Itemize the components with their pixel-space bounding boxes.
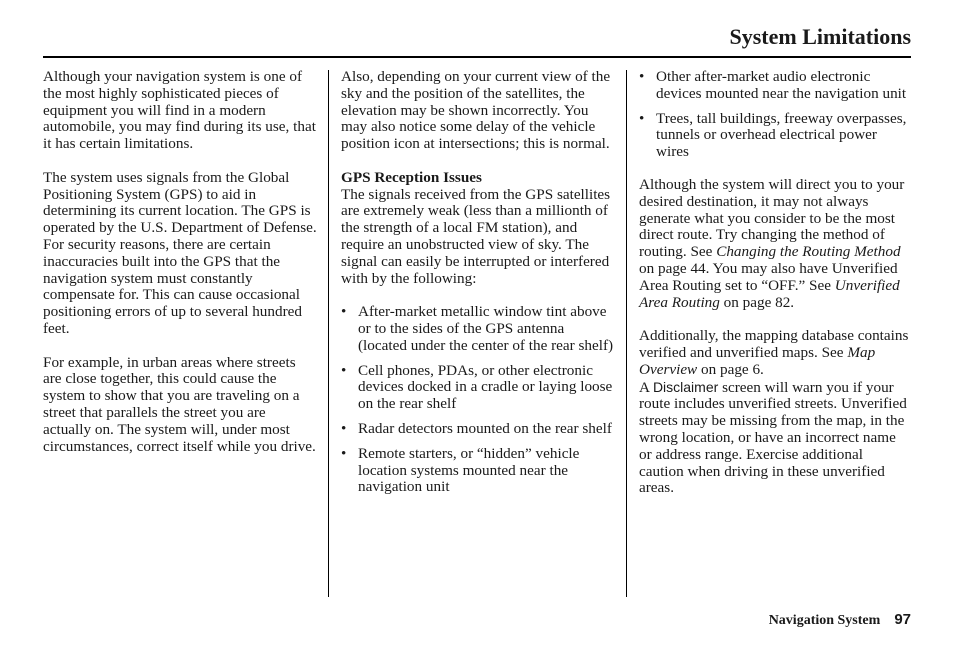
title-rule: [43, 56, 911, 58]
page-number: 97: [894, 611, 911, 628]
section-heading: GPS Reception Issues: [341, 168, 482, 186]
elevation-paragraph: Also, depending on your current view of the sky and the position of the satellites, the elevation may be shown incorrectly. You may also notice some delay of the vehicle position icon at intersections; this is normal.: [341, 68, 611, 153]
reception-paragraph: The signals received from the GPS satellites are extremely weak (less than a millionth of the strength of a local FM station), and require an unobstructed view of sky. The signal can easily be interrupted or interfered with by the following:: [341, 185, 611, 287]
interference-list-continued: [639, 69, 911, 161]
unverified-routing-reference: Unverified Area Routing: [639, 276, 900, 311]
column-1: [43, 69, 317, 472]
routing-paragraph: Although the system will direct you to your desired destination, it may not always generate what you consider to be the most direct route. Try changing the method of routing. See Changing the Routing Method on page 44. You may also have Unverified Area Routing set to “OFF.” See Unverified Area Routing on page 82.: [639, 175, 905, 311]
list-item: • Other after-market audio electronic devices mounted near the navigation unit: [639, 69, 911, 103]
routing-method-reference: Changing the Routing Method: [716, 243, 901, 261]
list-item: • Cell phones, PDAs, or other electronic devices docked in a cradle or laying loose on the rear shelf: [341, 363, 615, 413]
disclaimer-paragraph: A Disclaimer screen will warn you if your route includes unverified streets. Unverified streets may be missing from the map, in the wrong location, or have an incorrect name or address range. Exercise additional caution when driving in these unverified areas.: [639, 378, 907, 497]
column-2: [341, 69, 615, 512]
gps-paragraph: The system uses signals from the Global Positioning System (GPS) to aid in determining its current location. The GPS is operated by the U.S. Department of Defense. For security reasons, there are certain inaccuracies built into the GPS that the navigation system must constantly compensate for. This can cause occasional positioning errors of up to several hundred feet.: [43, 168, 317, 337]
column-3: [639, 69, 911, 514]
map-overview-reference: Map Overview: [639, 343, 876, 378]
footer-section-name: Navigation System: [768, 613, 881, 628]
list-item: • Trees, tall buildings, freeway overpasses, tunnels or overhead electrical power wires: [639, 111, 911, 161]
column-divider-2: [626, 70, 627, 597]
database-paragraph: Additionally, the mapping database contains verified and unverified maps. See Map Overview on page 6.: [639, 327, 909, 378]
list-item: • Remote starters, or “hidden” vehicle location systems mounted near the navigation unit: [341, 446, 615, 496]
interference-list: [341, 304, 615, 496]
page-title: System Limitations: [729, 24, 911, 49]
intro-paragraph: Although your navigation system is one of the most highly sophisticated pieces of equipment you will find in a modern automobile, you may find during its use, that it has certain limitations.: [43, 68, 316, 153]
page-footer: [769, 611, 911, 629]
list-item: • Radar detectors mounted on the rear shelf: [341, 421, 615, 438]
urban-example-paragraph: For example, in urban areas where streets are close together, this could cause the system to show that you are traveling on a street that parallels the street you are actually on. The system will, under most circumstances, correct itself while you drive.: [43, 353, 316, 455]
list-item: • After-market metallic window tint above or to the sides of the GPS antenna (located under the center of the rear shelf): [341, 304, 615, 354]
disclaimer-screen-name: Disclaimer: [652, 378, 719, 395]
column-divider-1: [328, 70, 329, 597]
